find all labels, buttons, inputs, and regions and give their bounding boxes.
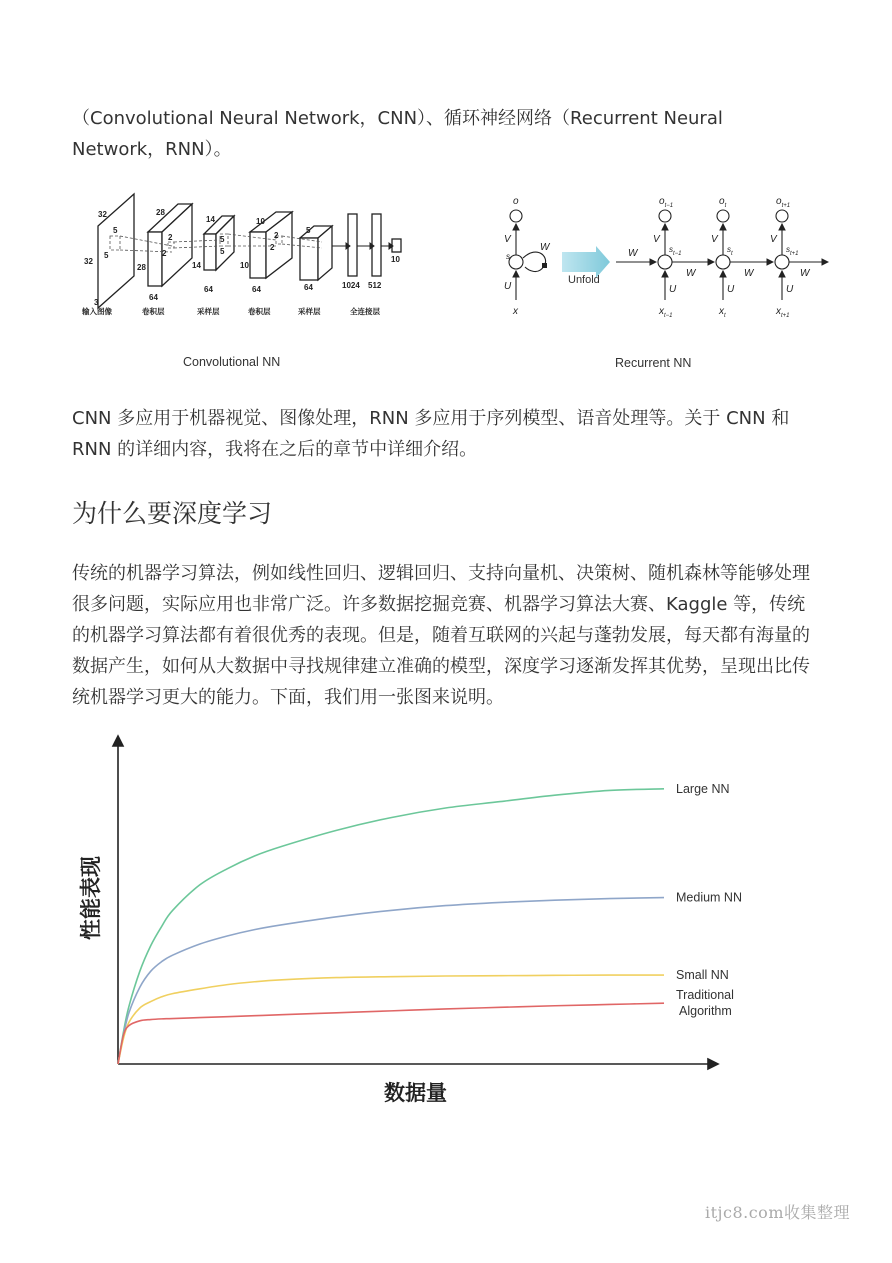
cnn-diagram [80, 188, 410, 318]
sym-w: W [800, 268, 810, 279]
cnn-rnn-paragraph [72, 403, 832, 465]
sym-w: W [540, 242, 550, 253]
para2-line: 统机器学习更大的能力。下面，我们用一张图来说明。 [72, 687, 504, 708]
sym-v: V [711, 234, 718, 245]
sym-w: W [744, 268, 754, 279]
intro-line-2: Network，RNN）。 [72, 139, 232, 160]
intro-line-1: （Convolutional Neural Network，CNN）、循环神经网络（Recurrent Neural [72, 108, 723, 129]
layer-label-fc: 全连接层 [350, 307, 380, 316]
series-line-small-nn [118, 975, 664, 1064]
layer-label-pool2: 采样层 [298, 307, 321, 316]
dim-label: 3 [94, 298, 99, 307]
intro-paragraph [72, 103, 832, 165]
sym-o-prev: $o_{t-1}$ [659, 196, 674, 209]
dim-label: 64 [252, 285, 261, 294]
dim-label: 10 [240, 261, 249, 270]
sym-x-next: $x_{t+1}$ [776, 306, 790, 319]
para1-line: CNN 多应用于机器视觉、图像处理，RNN 多应用于序列模型、语音处理等。关于 CNN 和 [72, 408, 790, 429]
dim-label: 64 [149, 293, 158, 302]
dim-label: 2 [168, 233, 173, 242]
sym-w: W [686, 268, 696, 279]
sym-u: U [504, 281, 512, 292]
layer-label-conv1: 卷积层 [142, 307, 165, 316]
series-line-large-nn [118, 789, 664, 1064]
performance-chart [70, 730, 790, 1120]
dim-label: 28 [156, 208, 165, 217]
dim-label: 5 [220, 235, 225, 244]
dim-label: 14 [206, 215, 215, 224]
dim-label: 2 [274, 231, 279, 240]
rnn-caption: Recurrent NN [615, 356, 692, 370]
series-line-medium-nn [118, 898, 664, 1064]
sym-o-next: $o_{t+1}$ [776, 196, 791, 209]
legend-label-medium-nn: Medium NN [676, 890, 742, 905]
legend-label-large-nn: Large NN [676, 781, 730, 796]
legend-label-traditional-algorithm: Traditional Algorithm [676, 988, 734, 1019]
sym-v: V [504, 234, 511, 245]
sym-u: U [786, 284, 794, 295]
dim-label: 64 [304, 283, 313, 292]
para1-line: RNN 的详细内容，我将在之后的章节中详细介绍。 [72, 439, 478, 460]
para2-line: 数据产生，如何从大数据中寻找规律建立准确的模型，深度学习逐渐发挥其优势，呈现出比传 [72, 656, 810, 677]
sym-o: o [513, 196, 519, 207]
series-line-traditional-algorithm [118, 1003, 664, 1064]
cnn-caption: Convolutional NN [183, 355, 281, 369]
sym-x-cur: $x_t$ [719, 306, 726, 319]
dim-label: 10 [391, 255, 400, 264]
sym-x-prev: $x_{t-1}$ [659, 306, 673, 319]
dim-label: 64 [204, 285, 213, 294]
dim-label: 2 [162, 249, 167, 258]
sym-o-cur: $o_t$ [719, 196, 727, 209]
y-axis-arrow [113, 736, 123, 746]
x-axis-label: 数据量 [384, 1082, 447, 1105]
para2-line: 很多问题，实际应用也非常广泛。许多数据挖掘竞赛、机器学习算法大赛、Kaggle 等，传统 [72, 594, 806, 615]
sym-s-next: $s_{t+1}$ [786, 245, 799, 257]
dim-label: 14 [192, 261, 201, 270]
layer-label-input: 输入图像 [82, 307, 112, 316]
sym-x: x [513, 306, 518, 317]
dim-label: 5 [104, 251, 109, 260]
dim-label: 5 [306, 226, 311, 235]
dim-label: 28 [137, 263, 146, 272]
sym-u: U [727, 284, 735, 295]
dim-label: 10 [256, 217, 265, 226]
dim-label: 32 [84, 257, 93, 266]
legend-label-small-nn: Small NN [676, 968, 729, 983]
watermark: itjc8.com收集整理 [704, 1203, 850, 1222]
y-axis-label: 性能表现 [80, 856, 103, 940]
unfold-label: Unfold [568, 274, 600, 286]
section-heading: 为什么要深度学习 [72, 499, 273, 528]
dim-label: 2 [270, 243, 275, 252]
why-deep-learning-paragraph [72, 558, 832, 713]
sym-s-cur: $s_t$ [727, 245, 733, 257]
sym-v: V [770, 234, 777, 245]
x-axis-arrow [708, 1059, 718, 1069]
sym-w: W [628, 248, 638, 259]
dim-label: 512 [368, 281, 382, 290]
layer-label-pool1: 采样层 [197, 307, 220, 316]
sym-u: U [669, 284, 677, 295]
dim-label: 5 [220, 247, 225, 256]
dim-label: 1024 [342, 281, 360, 290]
sym-v: V [653, 234, 660, 245]
dim-label: 5 [113, 226, 118, 235]
para2-line: 的机器学习算法都有着很优秀的表现。但是，随着互联网的兴起与蓬勃发展，每天都有海量的 [72, 625, 810, 646]
dim-label: 32 [98, 210, 107, 219]
sym-s-prev: $s_{t-1}$ [669, 245, 682, 257]
para2-line: 传统的机器学习算法，例如线性回归、逻辑回归、支持向量机、决策树、随机森林等能够处理 [72, 563, 810, 584]
sym-s: s [506, 252, 510, 261]
rnn-diagram [498, 192, 838, 324]
layer-label-conv2: 卷积层 [248, 307, 271, 316]
